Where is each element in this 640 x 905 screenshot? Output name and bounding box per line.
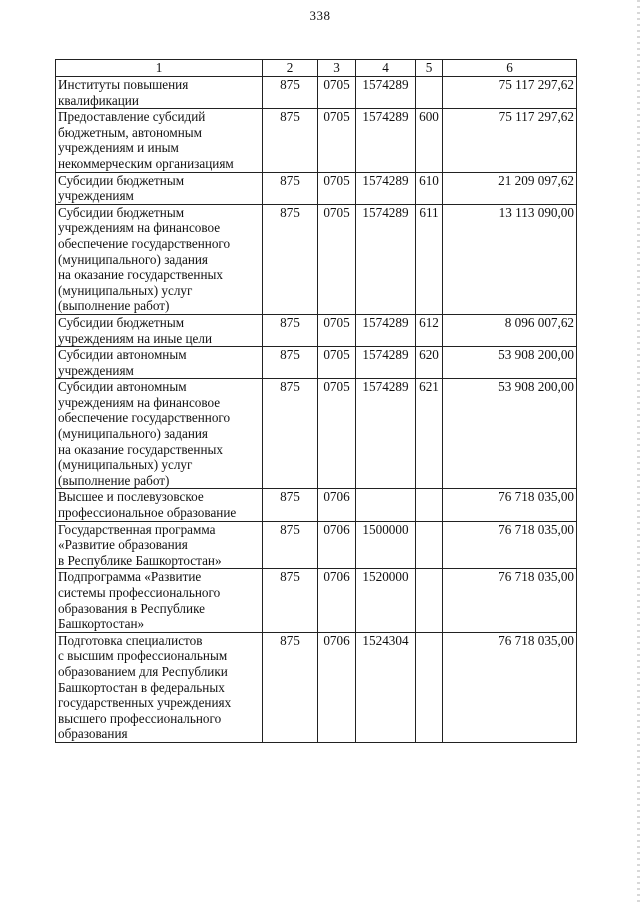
cell-col-5: 612 bbox=[416, 314, 443, 346]
cell-amount: 76 718 035,00 bbox=[443, 632, 577, 742]
cell-col-4: 1574289 bbox=[356, 379, 416, 489]
cell-col-3: 0705 bbox=[318, 109, 356, 172]
header-col-3: 3 bbox=[318, 60, 356, 77]
cell-col-5: 600 bbox=[416, 109, 443, 172]
cell-col-3: 0706 bbox=[318, 489, 356, 521]
header-col-2: 2 bbox=[263, 60, 318, 77]
cell-col-2: 875 bbox=[263, 172, 318, 204]
cell-col-5: 620 bbox=[416, 347, 443, 379]
cell-col-3: 0705 bbox=[318, 172, 356, 204]
header-col-5: 5 bbox=[416, 60, 443, 77]
cell-item-name: Институты повышения квалификации bbox=[56, 77, 263, 109]
table-row bbox=[56, 569, 577, 632]
cell-col-5 bbox=[416, 521, 443, 569]
cell-item-name: Субсидии бюджетным учреждениям bbox=[56, 172, 263, 204]
header-col-4: 4 bbox=[356, 60, 416, 77]
table-row bbox=[56, 489, 577, 521]
table-row bbox=[56, 521, 577, 569]
cell-col-2: 875 bbox=[263, 489, 318, 521]
cell-col-2: 875 bbox=[263, 569, 318, 632]
cell-amount: 76 718 035,00 bbox=[443, 569, 577, 632]
table-row bbox=[56, 347, 577, 379]
cell-col-4: 1520000 bbox=[356, 569, 416, 632]
cell-col-4: 1574289 bbox=[356, 172, 416, 204]
header-col-6: 6 bbox=[443, 60, 577, 77]
cell-amount: 21 209 097,62 bbox=[443, 172, 577, 204]
cell-col-5 bbox=[416, 77, 443, 109]
table-row bbox=[56, 109, 577, 172]
cell-col-3: 0705 bbox=[318, 314, 356, 346]
cell-col-4: 1574289 bbox=[356, 204, 416, 314]
cell-item-name: Государственная программа «Развитие образования в Республике Башкортостан» bbox=[56, 521, 263, 569]
cell-col-2: 875 bbox=[263, 109, 318, 172]
cell-amount: 13 113 090,00 bbox=[443, 204, 577, 314]
cell-col-4: 1574289 bbox=[356, 77, 416, 109]
table-row bbox=[56, 379, 577, 489]
cell-item-name: Субсидии бюджетным учреждениям на финансовое обеспечение государственного (муниципального) задания на оказание государственных (муниципальных) услуг (выполнение работ) bbox=[56, 204, 263, 314]
cell-amount: 75 117 297,62 bbox=[443, 109, 577, 172]
cell-col-5: 610 bbox=[416, 172, 443, 204]
cell-col-5: 621 bbox=[416, 379, 443, 489]
cell-col-5 bbox=[416, 632, 443, 742]
cell-amount: 53 908 200,00 bbox=[443, 379, 577, 489]
cell-col-5 bbox=[416, 489, 443, 521]
cell-col-3: 0706 bbox=[318, 632, 356, 742]
cell-amount: 76 718 035,00 bbox=[443, 521, 577, 569]
table-row bbox=[56, 204, 577, 314]
cell-col-3: 0705 bbox=[318, 204, 356, 314]
table-row bbox=[56, 77, 577, 109]
cell-item-name: Предоставление субсидий бюджетным, автономным учреждениям и иным некоммерческим организациям bbox=[56, 109, 263, 172]
cell-col-4: 1574289 bbox=[356, 109, 416, 172]
page-number: 338 bbox=[309, 8, 331, 23]
cell-col-5: 611 bbox=[416, 204, 443, 314]
cell-amount: 8 096 007,62 bbox=[443, 314, 577, 346]
budget-table bbox=[55, 59, 577, 743]
cell-col-3: 0705 bbox=[318, 347, 356, 379]
table-row bbox=[56, 172, 577, 204]
cell-amount: 76 718 035,00 bbox=[443, 489, 577, 521]
table-row bbox=[56, 632, 577, 742]
cell-item-name: Субсидии бюджетным учреждениям на иные цели bbox=[56, 314, 263, 346]
cell-col-2: 875 bbox=[263, 204, 318, 314]
cell-amount: 53 908 200,00 bbox=[443, 347, 577, 379]
cell-col-3: 0706 bbox=[318, 569, 356, 632]
cell-col-2: 875 bbox=[263, 77, 318, 109]
cell-col-2: 875 bbox=[263, 347, 318, 379]
cell-col-2: 875 bbox=[263, 521, 318, 569]
cell-col-4: 1574289 bbox=[356, 347, 416, 379]
cell-col-4: 1574289 bbox=[356, 314, 416, 346]
cell-col-3: 0705 bbox=[318, 77, 356, 109]
cell-col-4: 1500000 bbox=[356, 521, 416, 569]
cell-col-2: 875 bbox=[263, 314, 318, 346]
cell-col-5 bbox=[416, 569, 443, 632]
cell-item-name: Подпрограмма «Развитие системы профессионального образования в Республике Башкортостан» bbox=[56, 569, 263, 632]
table-row bbox=[56, 314, 577, 346]
cell-col-4: 1524304 bbox=[356, 632, 416, 742]
cell-item-name: Высшее и послевузовское профессиональное образование bbox=[56, 489, 263, 521]
table-header-row bbox=[56, 60, 577, 77]
cell-col-4 bbox=[356, 489, 416, 521]
cell-col-2: 875 bbox=[263, 632, 318, 742]
cell-col-3: 0706 bbox=[318, 521, 356, 569]
cell-item-name: Подготовка специалистов с высшим профессиональным образованием для Республики Башкортостан в федеральных государственных учреждениях высшего профессионального образования bbox=[56, 632, 263, 742]
cell-amount: 75 117 297,62 bbox=[443, 77, 577, 109]
cell-item-name: Субсидии автономным учреждениям на финансовое обеспечение государственного (муниципального) задания на оказание государственных (муниципальных) услуг (выполнение работ) bbox=[56, 379, 263, 489]
cell-col-2: 875 bbox=[263, 379, 318, 489]
header-col-1: 1 bbox=[56, 60, 263, 77]
cell-col-3: 0705 bbox=[318, 379, 356, 489]
cell-item-name: Субсидии автономным учреждениям bbox=[56, 347, 263, 379]
